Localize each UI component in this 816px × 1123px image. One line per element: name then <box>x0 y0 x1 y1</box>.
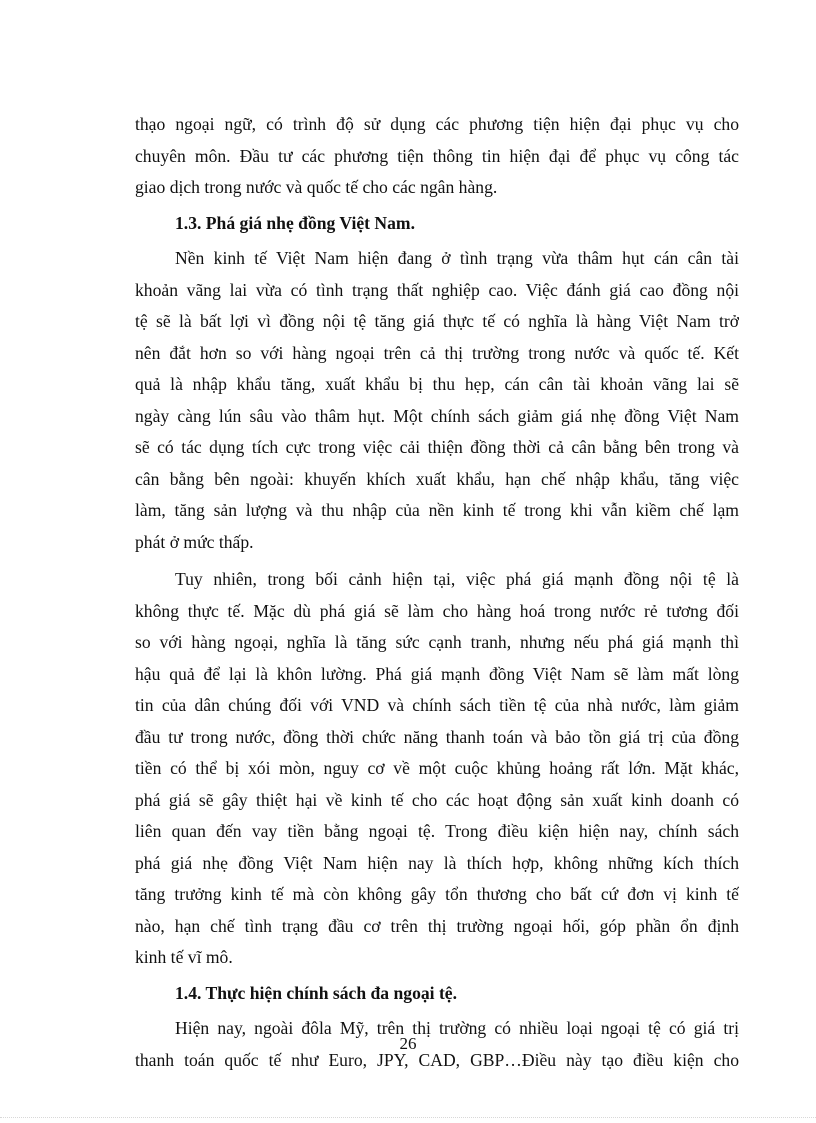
text-line: tiền có thể bị xói mòn, nguy cơ về một cuộc khủng hoảng rất lớn. Mặt khác, <box>135 758 739 778</box>
text-line: hậu quả để lại là khôn lường. Phá giá mạnh đồng Việt Nam sẽ làm mất lòng <box>135 663 739 684</box>
page-body <box>135 109 739 1076</box>
section-heading: 1.3. Phá giá nhẹ đồng Việt Nam. <box>175 212 415 233</box>
paragraph <box>135 109 739 204</box>
page-bottom-divider <box>0 1117 816 1118</box>
text-line: sẽ có tác dụng tích cực trong việc cải thiện đồng thời cả cân bằng bên trong và <box>135 437 739 457</box>
text-line: nên đắt hơn so với hàng ngoại trên cả thị trường trong nước và quốc tế. Kết <box>135 342 739 363</box>
text-line: phá giá sẽ gây thiệt hại về kinh tế cho các hoạt động sản xuất kinh doanh có <box>135 789 739 810</box>
paragraph <box>135 243 739 558</box>
text-line: chuyên môn. Đầu tư các phương tiện thông tin hiện đại để phục vụ công tác <box>135 145 739 166</box>
text-line: ngày càng lún sâu vào thâm hụt. Một chính sách giảm giá nhẹ đồng Việt Nam <box>135 405 739 426</box>
text-line: Nền kinh tế Việt Nam hiện đang ở tình trạng vừa thâm hụt cán cân tài <box>175 248 739 268</box>
text-line: giao dịch trong nước và quốc tế cho các ngân hàng. <box>135 177 498 197</box>
text-line: tin của dân chúng đối với VND và chính sách tiền tệ của nhà nước, làm giảm <box>135 695 739 715</box>
text-line: tăng trưởng kinh tế mà còn không gây tổn thương cho bất cứ đơn vị kinh tế <box>135 884 739 904</box>
page-number: 26 <box>399 1034 417 1053</box>
text-line: khoản vãng lai vừa có tình trạng thất nghiệp cao. Việc đánh giá cao đồng nội <box>135 279 739 300</box>
text-line: phát ở mức thấp. <box>135 531 254 552</box>
text-line: thanh toán quốc tế như Euro, JPY, CAD, GBP…Điều này tạo điều kiện cho <box>135 1049 739 1070</box>
paragraph <box>135 564 739 974</box>
text-line: làm, tăng sản lượng và thu nhập của nền kinh tế trong khi vẫn kiềm chế lạm <box>135 500 739 520</box>
text-line: không thực tế. Mặc dù phá giá sẽ làm cho hàng hoá trong nước rẻ tương đối <box>135 600 739 621</box>
text-line: quả là nhập khẩu tăng, xuất khẩu bị thu hẹp, cán cân tài khoản vãng lai sẽ <box>135 374 739 394</box>
text-line: Tuy nhiên, trong bối cảnh hiện tại, việc phá giá mạnh đồng nội tệ là <box>175 569 739 589</box>
text-line: Hiện nay, ngoài đôla Mỹ, trên thị trường có nhiều loại ngoại tệ có giá trị <box>175 1018 739 1038</box>
text-line: nào, hạn chế tình trạng đầu cơ trên thị trường ngoại hối, góp phần ổn định <box>135 915 739 936</box>
text-line: thạo ngoại ngữ, có trình độ sử dụng các phương tiện hiện đại phục vụ cho <box>135 114 739 134</box>
text-line: kinh tế vĩ mô. <box>135 947 233 967</box>
text-line: phá giá nhẹ đồng Việt Nam hiện nay là thích hợp, không những kích thích <box>135 852 739 873</box>
text-line: cân bằng bên ngoài: khuyến khích xuất khẩu, hạn chế nhập khẩu, tăng việc <box>135 468 739 489</box>
text-line: đầu tư trong nước, đồng thời chức năng thanh toán và bảo tồn giá trị của đồng <box>135 726 739 747</box>
text-line: tệ sẽ là bất lợi vì đồng nội tệ tăng giá thực tế có nghĩa là hàng Việt Nam trở <box>135 311 739 331</box>
section-heading: 1.4. Thực hiện chính sách đa ngoại tệ. <box>175 982 458 1003</box>
text-line: so với hàng ngoại, nghĩa là tăng sức cạnh tranh, nhưng nếu phá giá mạnh thì <box>135 632 739 652</box>
text-line: liên quan đến vay tiền bằng ngoại tệ. Trong điều kiện hiện nay, chính sách <box>135 821 739 841</box>
